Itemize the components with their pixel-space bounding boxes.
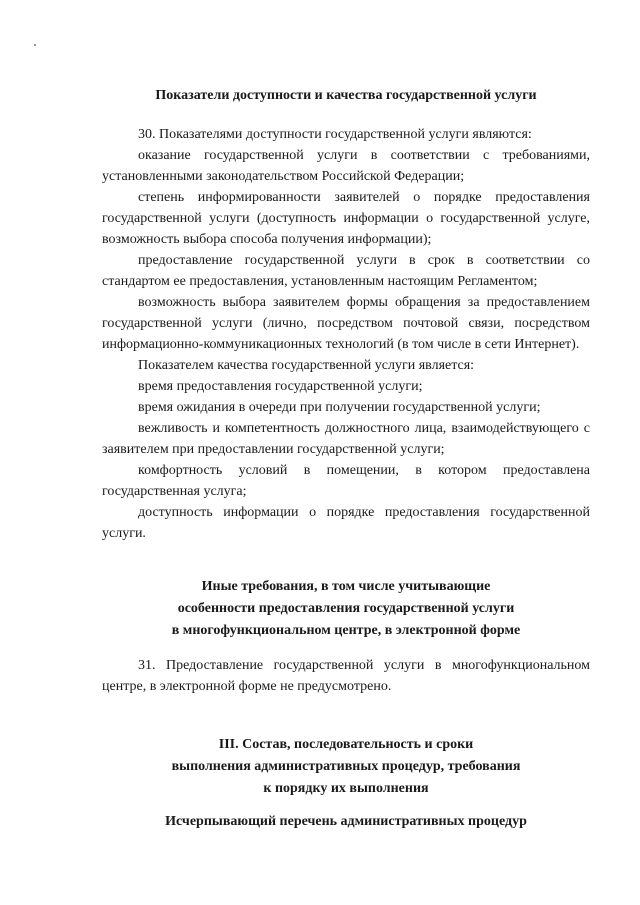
paragraph: 30. Показателями доступности государственной услуги являются: bbox=[138, 127, 532, 142]
paragraph: время предоставления государственной услуги; bbox=[138, 379, 423, 394]
paragraph: Показателем качества государственной услуги является: bbox=[138, 358, 475, 373]
heading-line: Иные требования, в том числе учитывающие bbox=[201, 579, 491, 594]
chapter-heading-iii bbox=[102, 734, 590, 800]
paragraph-block-30 bbox=[102, 124, 590, 544]
heading-line: выполнения административных процедур, требования bbox=[171, 759, 521, 774]
section-heading-procedures-list: Исчерпывающий перечень административных процедур bbox=[165, 814, 527, 829]
paragraph: доступность информации о порядке предоставления государственной услуги. bbox=[102, 505, 590, 541]
paragraph: предоставление государственной услуги в срок в соответствии со стандартом ее предоставления, установленным настоящим Регламентом; bbox=[102, 253, 590, 289]
heading-line: в многофункциональном центре, в электронной форме bbox=[171, 623, 521, 638]
paragraph: вежливость и компетентность должностного лица, взаимодействующего с заявителем при предоставлении государственной услуги; bbox=[102, 421, 590, 457]
paragraph: время ожидания в очереди при получении государственной услуги; bbox=[138, 400, 541, 415]
heading-line: особенности предоставления государственной услуги bbox=[177, 601, 515, 616]
section-heading-other-requirements bbox=[102, 576, 590, 642]
paragraph: оказание государственной услуги в соответствии с требованиями, установленными законодательством Российской Федерации; bbox=[102, 148, 590, 184]
section-heading-accessibility: Показатели доступности и качества государственной услуги bbox=[155, 88, 537, 103]
scan-speck bbox=[34, 44, 36, 46]
paragraph: комфортность условий в помещении, в котором предоставлена государственная услуга; bbox=[102, 463, 590, 499]
paragraph-block-31 bbox=[102, 655, 590, 697]
paragraph: возможность выбора заявителем формы обращения за предоставлением государственной услуги (лично, посредством почтовой связи, посредством информационно-коммуникационных технологий (в том числе в сети Интернет). bbox=[102, 295, 590, 352]
paragraph: 31. Предоставление государственной услуги в многофункциональном центре, в электронной форме не предусмотрено. bbox=[102, 658, 590, 694]
heading-line: к порядку их выполнения bbox=[263, 781, 429, 796]
heading-line: III. Состав, последовательность и сроки bbox=[218, 737, 474, 752]
paragraph: степень информированности заявителей о порядке предоставления государственной услуги (доступность информации о государственной услуге, возможность выбора способа получения информации); bbox=[102, 190, 590, 247]
